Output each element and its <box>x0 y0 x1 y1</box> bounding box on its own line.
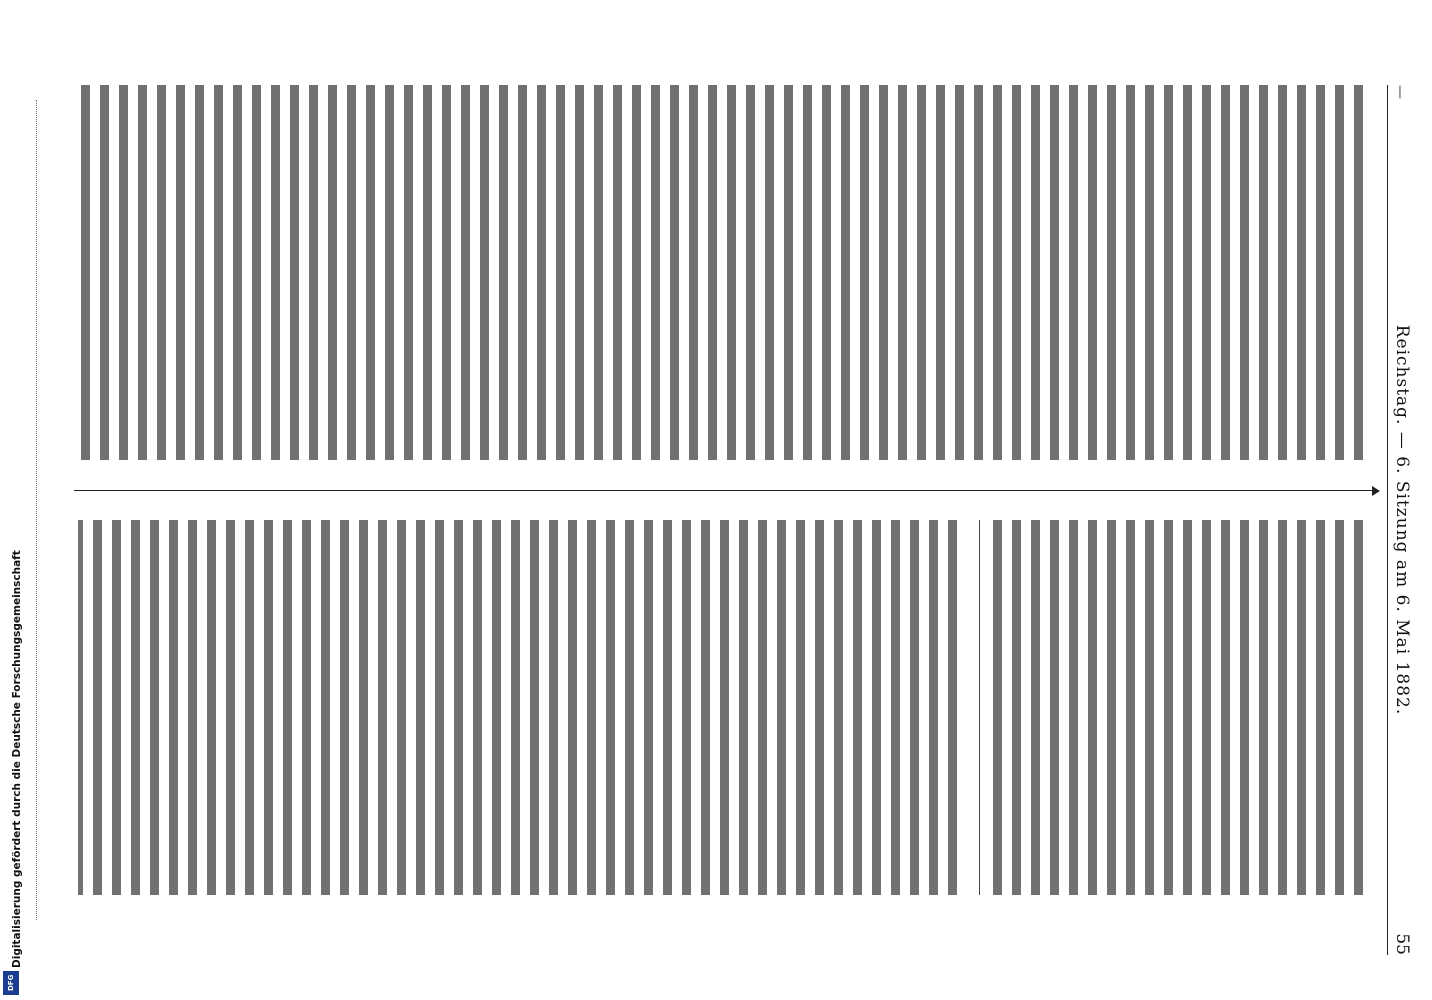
column-divider-arrow-icon <box>1372 486 1380 496</box>
text-column-left <box>78 85 1368 460</box>
page-number: 55 <box>1392 933 1412 955</box>
section-separator <box>979 520 980 895</box>
text-column-right-lower <box>78 520 962 895</box>
running-header <box>1387 85 1412 955</box>
header-rule-mark: — <box>1392 85 1408 99</box>
header-title: Reichstag. — 6. Sitzung am 6. Mai 1882. <box>1392 324 1412 716</box>
funding-attribution: Digitalisierung gefördert durch die Deutsche Forschungsgemeinschaft <box>11 550 23 968</box>
text-column-right-upper <box>988 520 1368 895</box>
bottom-scan-marks <box>32 100 37 920</box>
column-divider <box>74 490 1374 491</box>
dfg-logo: DFG <box>3 971 19 995</box>
